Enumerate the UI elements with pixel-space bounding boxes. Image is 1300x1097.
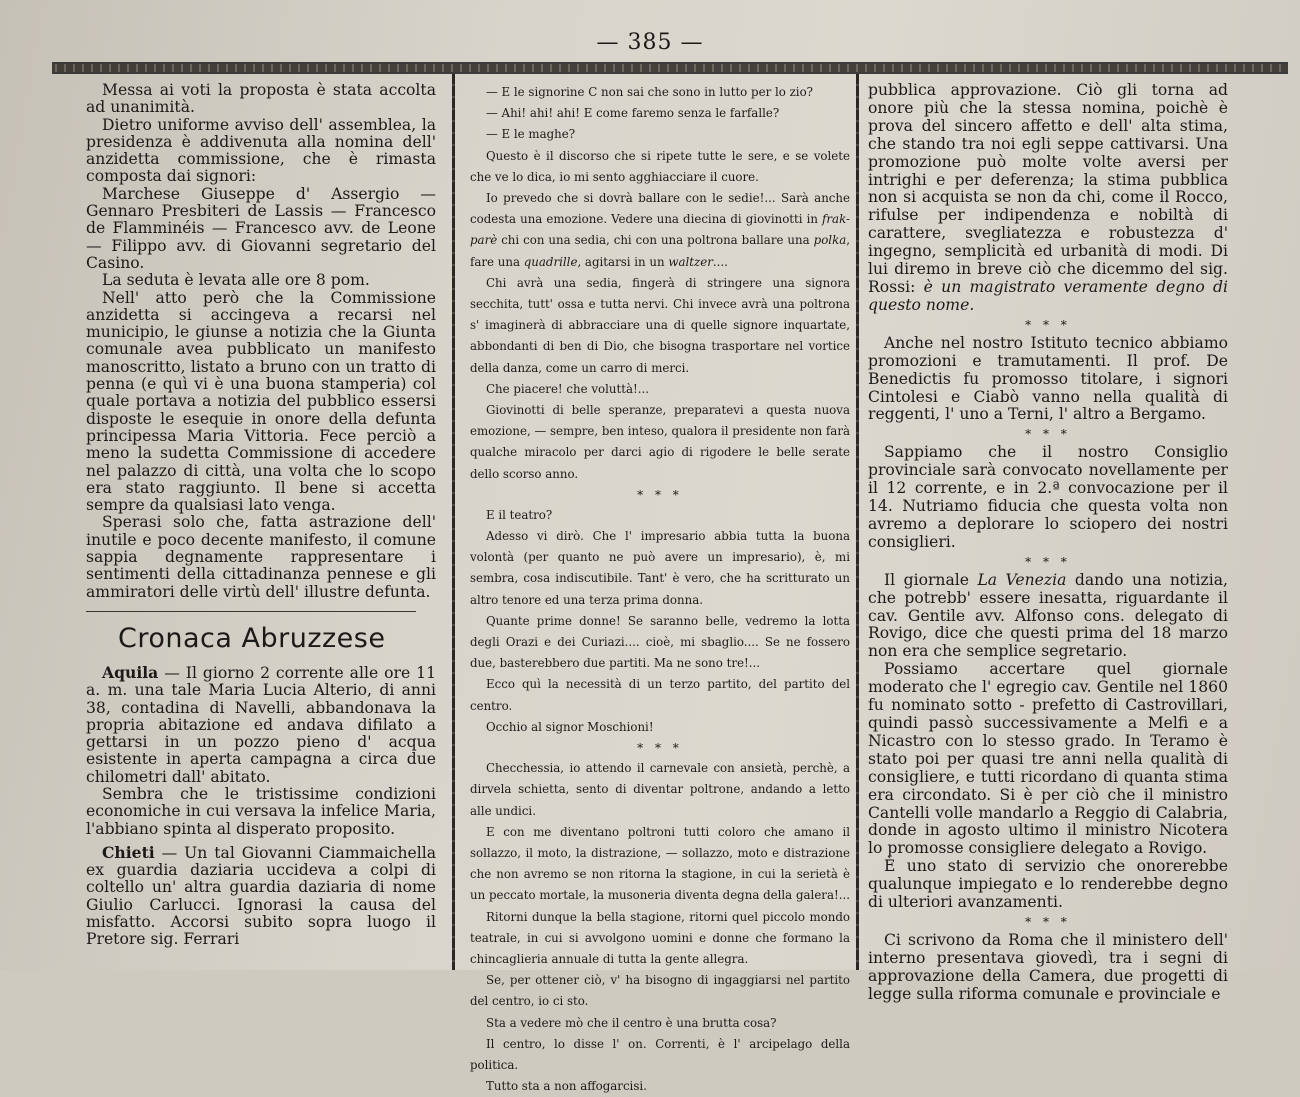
paragraph: Se, per ottener ciò, v' ha bisogno di ingaggiarsi nel partito del centro, io ci sto.	[470, 973, 850, 1009]
text-run: Il giornale	[884, 570, 978, 589]
paragraph: Anche nel nostro Istituto tecnico abbiamo promozioni e tramutamenti. Il prof. De Benedictis fu promosso titolare, i signori Cintolesi e Ciabò vanno nella qualità di reggenti, l' uno a Terni, l' altro a Bergamo.	[868, 333, 1228, 424]
column-right	[868, 82, 1228, 1004]
italic-run: frak-parè	[470, 212, 850, 248]
column-divider	[452, 74, 455, 970]
text-run: , agitarsi in un	[577, 254, 669, 269]
asterism: * * *	[1025, 427, 1071, 442]
dialogue-line: — Ahi! ahi! ahi! E come faremo senza le farfalle?	[486, 106, 780, 121]
paragraph: Giovinotti di belle speranze, preparatevi a questa nuova emozione, — sempre, ben inteso, qualora il presidente non farà qualche miracolo per darci agio di rigodere le belle serate dello scorso anno.	[470, 403, 850, 481]
column-divider	[856, 74, 859, 970]
paragraph: E il teatro?	[486, 507, 553, 522]
text-run: ....	[712, 254, 728, 269]
paragraph	[86, 664, 436, 786]
dialogue-line: — E le signorine C non sai che sono in lutto per lo zio?	[486, 85, 813, 99]
paragraph: Sperasi solo che, fatta astrazione dell' inutile e poco decente manifesto, il comune sappia degnamente rappresentare i sentimenti della cittadinanza pennese e gli ammiratori delle virtù dell' illustre defunta.	[86, 513, 436, 601]
paragraph	[86, 844, 436, 949]
paragraph	[868, 82, 1228, 315]
paragraph: Questo è il discorso che si ripete tutte le sere, e se volete che ve lo dica, io mi sento agghiacciare il cuore.	[470, 148, 850, 184]
paragraph: Adesso vi dirò. Che l' impresario abbia tutta la buona volontà (per quanto ne può avere un impresario), è, mi sembra, cosa indiscutibile. Tant' è vero, che ha scritturato un altro tenore ed una terza prima donna.	[470, 529, 850, 607]
header-rule	[52, 62, 1288, 74]
section-divider	[86, 611, 416, 612]
paragraph: Sappiamo che il nostro Consiglio provinciale sarà convocato novellamente per il 12 corrente, e in 2.ª convocazione per il 14. Nutriamo fiducia che questa volta non avremo a deplorare lo sciopero dei nostri consiglieri.	[868, 443, 1228, 551]
paragraph: Che piacere! che voluttà!...	[486, 381, 649, 396]
italic-run: è un magistrato veramente degno di questo nome.	[868, 277, 1228, 314]
text-run: , fare una	[470, 233, 850, 269]
column-left	[86, 82, 436, 949]
paragraph: Tutto sta a non affogarcisi.	[486, 1079, 647, 1094]
column-middle	[470, 82, 850, 1097]
paragraph: Ritorni dunque la bella stagione, ritorni quel piccolo mondo teatrale, in cui si avvolgono uomini e donne che formano la chincaglieria annuale di tutta la gente allegra.	[470, 909, 850, 966]
text-run: Io prevedo che si dovrà ballare con le sedie!... Sarà anche codesta una emozione. Vedere una diecina di giovinotti in	[470, 191, 850, 227]
paragraph: È uno stato di servizio che onorerebbe qualunque impiegato e lo renderebbe degno di ulteriori avanzamenti.	[868, 857, 1228, 912]
paragraph: Chi avrà una sedia, fingerà di stringere una signora secchita, tutt' ossa e tutta nervi. Chi invece avrà una poltrona s' imaginerà di abbracciare una di quelle signore inquartate, abbondanti di ben di Dio, che bisogna trasportare nel vortice della danza, come un carro di merci.	[470, 275, 850, 375]
dateline: Chieti	[102, 842, 155, 862]
paragraph	[470, 188, 850, 273]
paragraph: Marchese Giuseppe d' Assergio — Gennaro Presbiteri de Lassis — Francesco de Flamminéis — Francesco avv. de Leone — Filippo avv. di Giovanni segretario del Casino.	[86, 184, 436, 272]
paragraph: E con me diventano poltroni tutti coloro che amano il sollazzo, il moto, la distrazione, — sollazzo, moto e distrazione che non avremo se non ritorna la stagione, in cui la serietà è un peccato mortale, la musoneria diventa degna della galera!...	[470, 824, 850, 903]
paragraph	[868, 572, 1228, 662]
paragraph: Checchessia, io attendo il carnevale con ansietà, perchè, a dirvela schietta, sento di diventar poltrone, andando a letto alle undici.	[470, 761, 850, 818]
paragraph: Messa ai voti la proposta è stata accolta ad unanimità.	[86, 82, 436, 117]
paragraph: Possiamo accertare quel giornale moderato che l' egregio cav. Gentile nel 1860 fu nominato sotto - prefetto di Castrovillari, quindi passò successivamente a Melfi e a Nicastro con lo stesso grado. In Teramo è stato poi per quasi tre anni nella qualità di consigliere, e tutti ricordano di quanta stima era circondato. Si è per ciò che il ministro Cantelli volle mandarlo a Reggio di Calabria, donde in agosto ultimo il ministro Nicotera lo promosse consigliere delegato a Rovigo.	[868, 660, 1228, 858]
italic-run: quadrille	[523, 254, 578, 269]
italic-run: polka	[813, 233, 847, 248]
paragraph: Dietro uniforme avviso dell' assemblea, la presidenza è addivenuta alla nomina dell' anzidetta commissione, che è rimasta composta dai signori:	[86, 115, 436, 186]
asterism: * * *	[1025, 914, 1071, 929]
paragraph: La seduta è levata alle ore 8 pom.	[102, 271, 370, 290]
text-run: pubblica approvazione. Ciò gli torna ad onore più che la stessa nomina, poichè è prova del sincero affetto e dell' alta stima, che stando tra noi egli seppe cattivarsi. Una promozione può molte volte aversi per intrighi e per deferenza; la stima pubblica non si acquista se non da chi, come il Rocco, rifulse per indipendenza e nobiltà di carattere, svegliatezza e robustezza d' ingegno, semplicità ed urbanità di modi. Di lui diremo in breve ciò che dicemmo del sig. Rossi:	[868, 82, 1228, 296]
italic-run: La Venezia	[977, 570, 1067, 589]
asterism: * * *	[1025, 554, 1071, 569]
paragraph: Quante prime donne! Se saranno belle, vedremo la lotta degli Orazi e dei Curiazi.... cioè, mi sbaglio.... Se ne fossero due, basterebbero due partiti. Ma ne sono tre!...	[470, 613, 850, 671]
text-run: chi con una sedia, chi con una poltrona ballare una	[497, 233, 814, 248]
paragraph-text: — Un tal Giovanni Ciammaichella ex guardia daziaria uccideva a colpi di coltello un' altra guardia daziaria di nome Giulio Carlucci. Ignorasi la causa del misfatto. Accorsi subito sopra luogo il Pretore sig. Ferrari	[86, 843, 436, 949]
paragraph: Occhio al signor Moschioni!	[486, 719, 654, 734]
paragraph: Ci scrivono da Roma che il ministero dell' interno presentava giovedì, tra i segni di approvazione della Camera, due progetti di legge sulla riforma comunale e provinciale e	[868, 930, 1228, 1003]
dateline: Aquila	[102, 662, 159, 682]
dialogue-line: — E le maghe?	[486, 127, 576, 142]
asterism: * * *	[637, 487, 683, 502]
paragraph: Sembra che le tristissime condizioni economiche in cui versava la infelice Maria, l'abbiano spinta al disperato proposito.	[86, 784, 436, 838]
paragraph: Il centro, lo disse l' on. Correnti, è l' arcipelago della politica.	[470, 1036, 850, 1072]
text-run: dando una notizia, che potrebb' essere inesatta, riguardante il cav. Gentile avv. Alfonso cons. delegato di Rovigo, dice che questi prima del 18 marzo non era che semplice segretario.	[868, 570, 1228, 661]
page-number: — 385 —	[596, 30, 704, 55]
asterism: * * *	[1025, 317, 1071, 332]
section-title: Cronaca Abruzzese	[118, 622, 386, 654]
paragraph: Sta a vedere mò che il centro è una brutta cosa?	[486, 1015, 777, 1030]
paragraph-text: — Il giorno 2 corrente alle ore 11 a. m. una tale Maria Lucia Alterio, di anni 38, contadina di Navelli, abbandonava la propria abitazione ed andava difilato a gettarsi in un pozzo pieno d' acqua esistente in aperta campagna a circa due chilometri dall' abitato.	[86, 663, 436, 786]
paragraph: Nell' atto però che la Commissione anzidetta si accingeva a recarsi nel municipio, le giunse a notizia che la Giunta comunale avea pubblicato un manifesto manoscritto, listato a bruno con un tratto di penna (e quì vi è una buona stamperia) col quale portava a notizia del pubblico essersi disposte le esequie in onore della defunta principessa Maria Vittoria. Fece perciò a meno la sudetta Commissione di accedere nel palazzo di città, una volta che lo scopo era stato raggiunto. Il bene si accetta sempre da qualsiasi lato venga.	[86, 288, 436, 515]
italic-run: waltzer	[668, 254, 713, 269]
paragraph: Ecco quì la necessità di un terzo partito, del partito del centro.	[470, 677, 850, 713]
asterism: * * *	[637, 741, 683, 756]
